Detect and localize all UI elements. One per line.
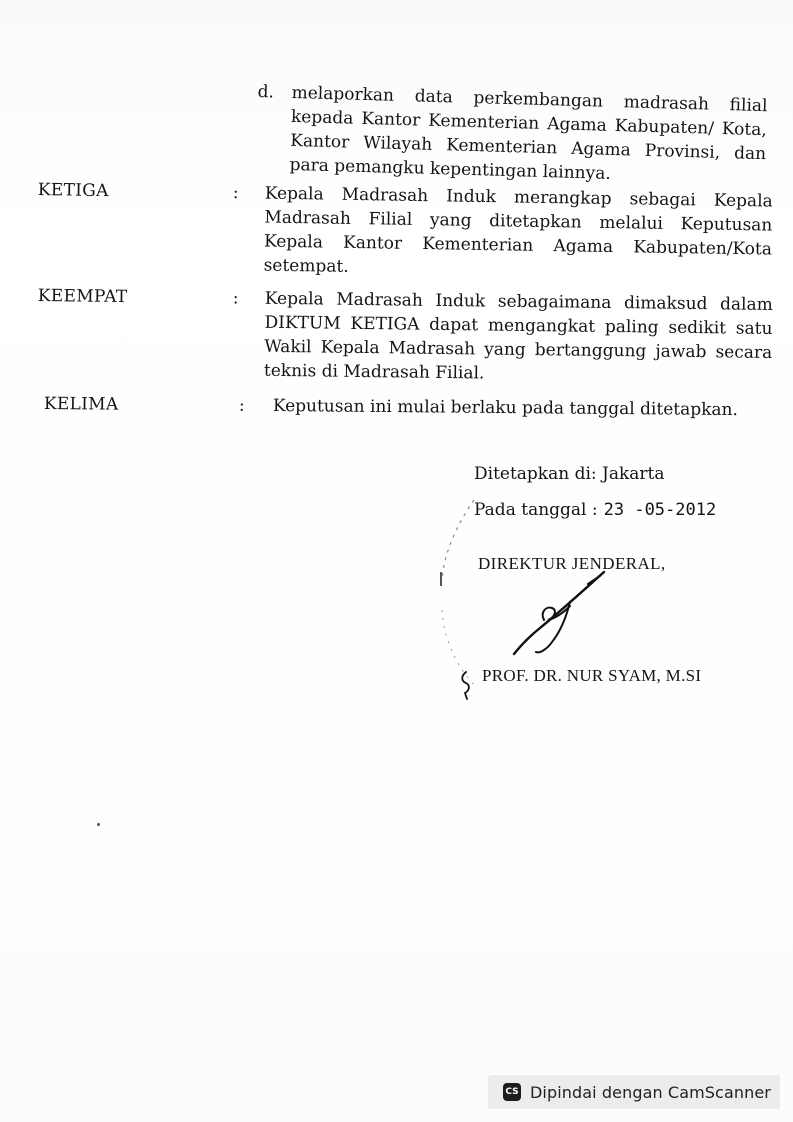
dictum-text: Keputusan ini mulai berlaku pada tanggal ditetapkan. (272, 395, 739, 421)
signatory-name: PROF. DR. NUR SYAM, M.SI (482, 666, 702, 685)
dictum-separator: : (232, 288, 239, 309)
date-value: 23 -05-2012 (603, 500, 717, 520)
camscanner-icon: CS (503, 1083, 521, 1101)
dictum-separator: : (232, 183, 239, 204)
list-item-marker: d. (257, 81, 275, 103)
initial-mark (458, 670, 474, 700)
signatory-position: DIREKTUR JENDERAL, (478, 554, 666, 573)
dictum-kelima (44, 392, 774, 422)
place-of-issue: Ditetapkan di: Jakarta (474, 464, 665, 484)
dictum-label: KETIGA (37, 179, 109, 202)
dictum-label: KELIMA (43, 393, 119, 415)
dictum-ketiga (36, 178, 772, 286)
list-item-text: melaporkan data perkembangan madrasah filial kepada Kantor Kementerian Agama Kabupaten/ Kota, Kantor Wilayah Kementerian Agama Provinsi, dan para pemangku kepentingan lainnya. (289, 82, 768, 184)
date-of-issue (474, 500, 716, 520)
scan-speck (97, 823, 100, 826)
date-label: Pada tanggal : (474, 500, 598, 520)
camscanner-watermark (488, 1075, 780, 1109)
dictum-separator: : (238, 395, 245, 416)
handwritten-signature (500, 566, 620, 660)
dictum-text: Kepala Madrasah Induk sebagaimana dimaksud dalam DIKTUM KETIGA dapat mengangkat paling sedikit satu Wakil Kepala Madrasah yang bertanggung jawab secara teknis di Madrasah Filial. (263, 288, 773, 384)
dictum-label: KEEMPAT (37, 285, 128, 308)
dictum-keempat (37, 284, 773, 389)
watermark-text: Dipindai dengan CamScanner (530, 1082, 771, 1102)
dictum-text: Kepala Madrasah Induk merangkap sebagai Kepala Madrasah Filial yang ditetapkan melalui Keputusan Kepala Kantor Kementerian Agama Kabupaten/Kota setempat. (263, 183, 773, 277)
list-item-d (255, 80, 767, 190)
